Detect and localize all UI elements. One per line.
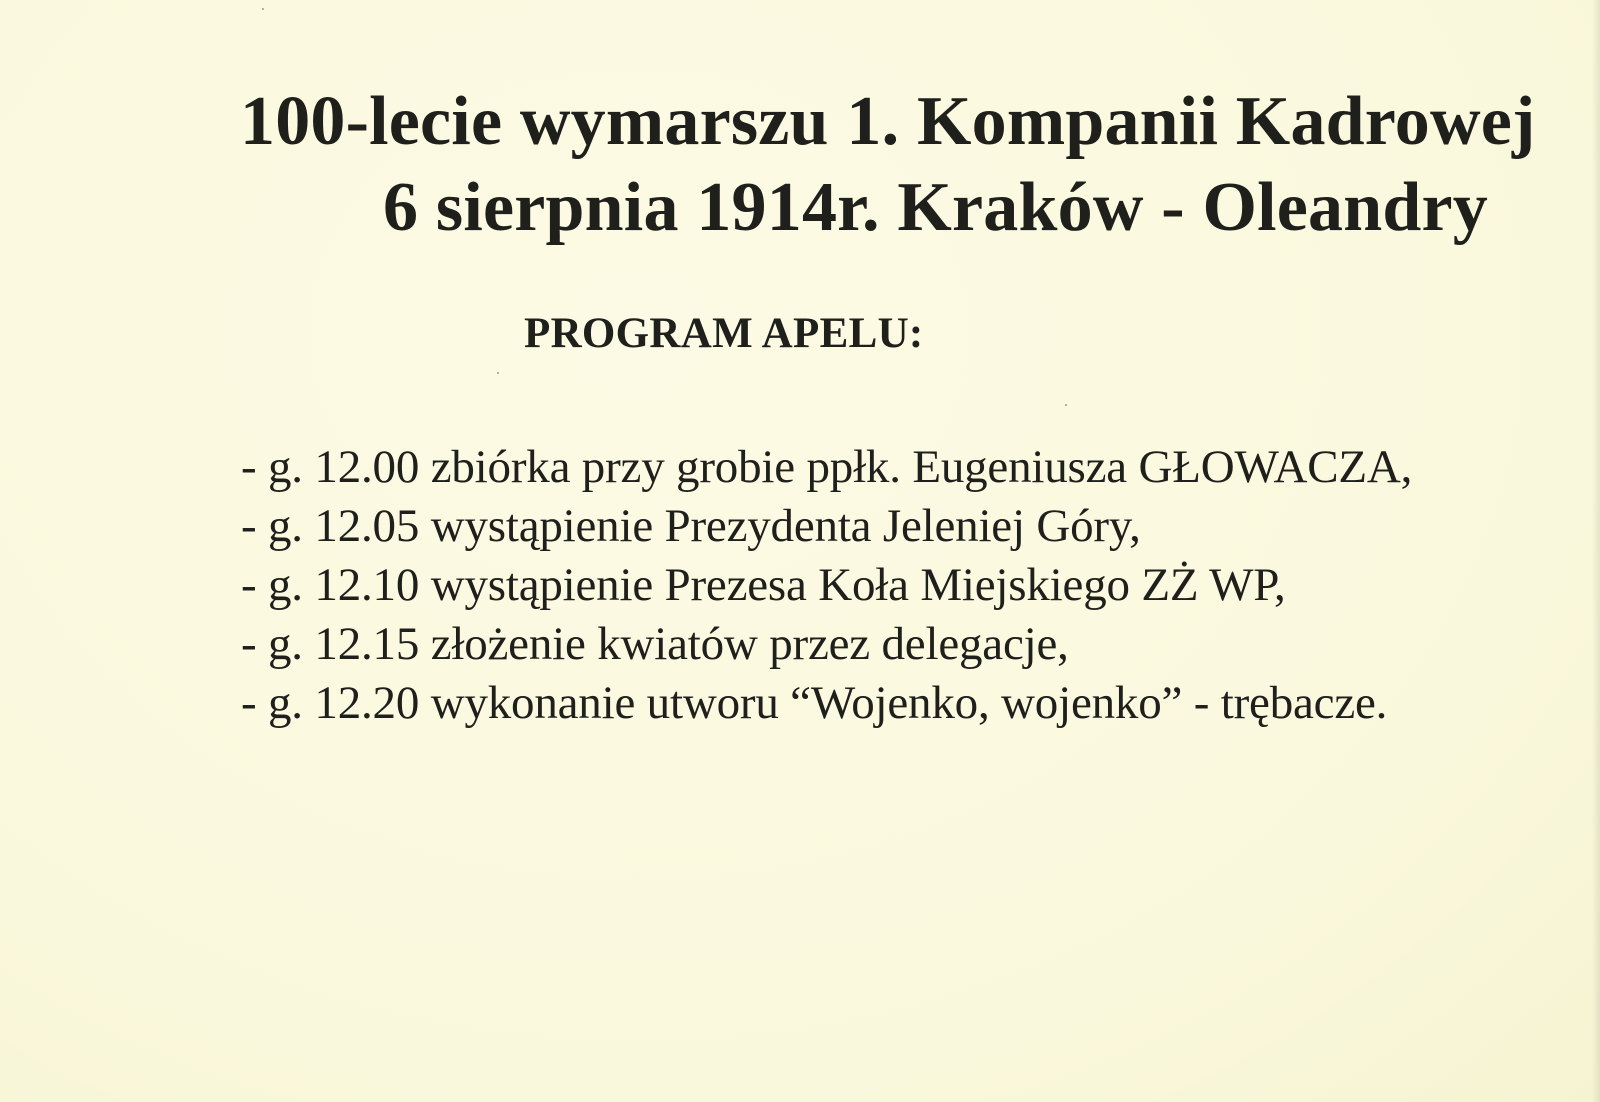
scan-edge-shadow: [1592, 0, 1600, 1102]
schedule-item: - g. 12.20 wykonanie utworu “Wojenko, wojenko” - trębacze.: [241, 677, 1388, 729]
scan-speck: [497, 372, 499, 374]
title-line-2: 6 sierpnia 1914r. Kraków - Oleandry: [383, 169, 1488, 246]
schedule-item: - g. 12.15 złożenie kwiatów przez delegacje,: [241, 618, 1069, 670]
schedule-item: - g. 12.00 zbiórka przy grobie ppłk. Eugeniusza GŁOWACZA,: [241, 441, 1413, 493]
schedule-item: - g. 12.10 wystąpienie Prezesa Koła Miejskiego ZŻ WP,: [241, 559, 1286, 611]
scan-speck: [1065, 404, 1067, 406]
title-line-1: 100-lecie wymarszu 1. Kompanii Kadrowej: [240, 83, 1536, 160]
schedule-list: [241, 438, 1412, 733]
schedule-item: - g. 12.05 wystąpienie Prezydenta Jeleniej Góry,: [241, 500, 1141, 552]
scan-speck: [262, 8, 264, 10]
program-heading: PROGRAM APELU:: [524, 310, 924, 357]
